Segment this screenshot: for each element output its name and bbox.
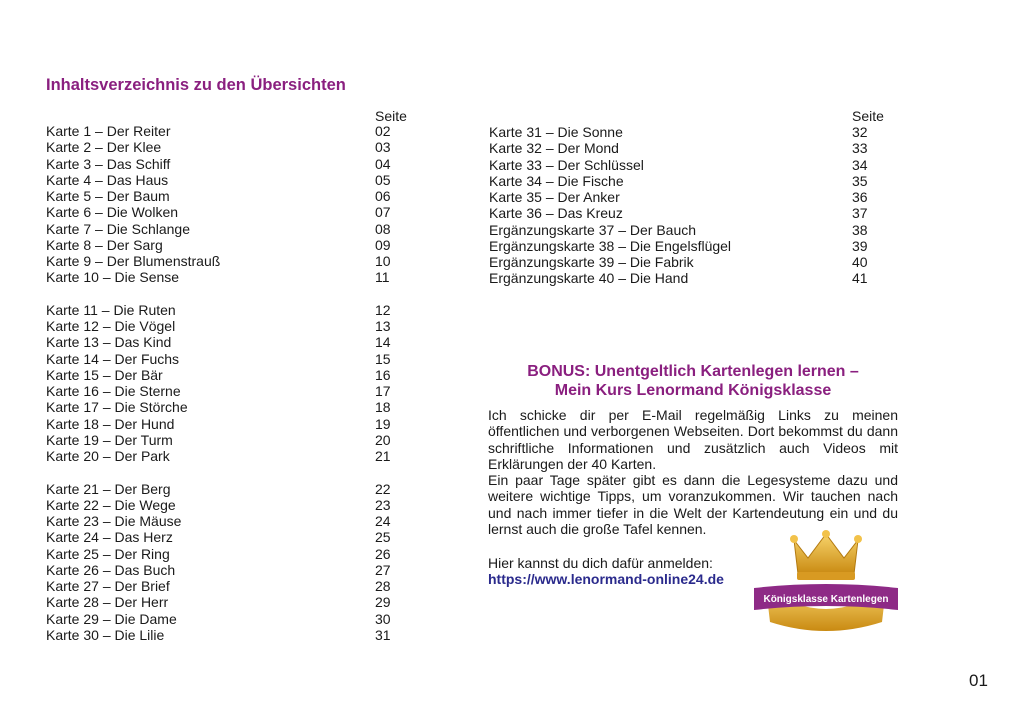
bonus-paragraph-2: Ein paar Tage später gibt es dann die Legesysteme dazu und weitere wichtige Tipps, um voranzukommen. Wir tauchen nach und nach immer tiefer in die Welt der Kartendeutung ein und du lernst auch die große Tafel kennen. bbox=[488, 472, 898, 538]
toc-entry-page: 30 bbox=[375, 610, 391, 627]
toc-entry bbox=[46, 594, 406, 610]
toc-entry-title: Karte 4 – Das Haus bbox=[46, 171, 169, 188]
toc-entry-title: Karte 30 – Die Lilie bbox=[46, 626, 165, 643]
toc-entry-title: Karte 10 – Die Sense bbox=[46, 269, 180, 286]
toc-entry bbox=[489, 270, 889, 286]
toc-entry bbox=[46, 172, 406, 188]
toc-entry-page: 35 bbox=[852, 172, 868, 189]
toc-entry-page: 37 bbox=[852, 205, 868, 222]
page-number: 01 bbox=[969, 671, 988, 690]
toc-entry-page: 24 bbox=[375, 513, 391, 529]
toc-entry-title: Karte 3 – Das Schiff bbox=[46, 155, 171, 172]
toc-entry-page: 23 bbox=[375, 496, 391, 513]
toc-entry-title: Karte 11 – Die Ruten bbox=[46, 301, 176, 318]
toc-entry-title: Karte 24 – Das Herz bbox=[46, 529, 173, 546]
page-column-header-right: Seite bbox=[852, 108, 884, 124]
toc-entry-page: 41 bbox=[852, 270, 868, 287]
toc-entry-title: Karte 17 – Die Störche bbox=[46, 399, 188, 416]
toc-entry-page: 27 bbox=[375, 561, 391, 578]
toc-entry-title: Karte 16 – Die Sterne bbox=[46, 383, 181, 399]
toc-entry-page: 17 bbox=[375, 383, 391, 399]
toc-entry bbox=[489, 189, 889, 205]
toc-entry bbox=[46, 237, 406, 253]
toc-entry-title: Karte 36 – Das Kreuz bbox=[489, 205, 623, 222]
toc-entry bbox=[46, 221, 406, 237]
toc-entry-title: Karte 32 – Der Mond bbox=[489, 140, 619, 157]
toc-entry-title: Karte 12 – Die Vögel bbox=[46, 318, 176, 334]
crown-icon bbox=[790, 530, 862, 580]
toc-entry-title: Ergänzungskarte 39 – Die Fabrik bbox=[489, 254, 694, 270]
toc-entry-page: 40 bbox=[852, 254, 868, 270]
toc-entry bbox=[46, 334, 406, 350]
toc-entry bbox=[46, 156, 406, 172]
toc-entry bbox=[46, 302, 406, 318]
toc-entry-title: Karte 8 – Der Sarg bbox=[46, 236, 163, 253]
toc-entry-page: 06 bbox=[375, 188, 391, 204]
toc-entry-title: Karte 7 – Die Schlange bbox=[46, 220, 190, 237]
group-spacer bbox=[46, 286, 406, 302]
toc-entry bbox=[46, 367, 406, 383]
toc-entry-title: Karte 15 – Der Bär bbox=[46, 366, 163, 383]
toc-entry-page: 28 bbox=[375, 578, 391, 594]
toc-entry-page: 08 bbox=[375, 220, 391, 237]
toc-entry-page: 39 bbox=[852, 237, 868, 254]
toc-entry-title: Karte 27 – Der Brief bbox=[46, 578, 170, 594]
toc-entry-title: Karte 25 – Der Ring bbox=[46, 545, 170, 562]
bonus-title-line2: Mein Kurs Lenormand Königsklasse bbox=[554, 382, 832, 399]
toc-entry-title: Karte 6 – Die Wolken bbox=[46, 204, 179, 221]
signup-link[interactable]: https://www.lenormand-online24.de bbox=[488, 571, 724, 588]
toc-entry-page: 16 bbox=[375, 366, 391, 383]
toc-entry-page: 04 bbox=[375, 155, 391, 172]
toc-left-column bbox=[46, 123, 406, 643]
toc-entry-page: 02 bbox=[375, 123, 391, 139]
toc-entry bbox=[46, 139, 406, 155]
toc-entry-title: Karte 20 – Der Park bbox=[46, 448, 170, 464]
toc-entry-title: Karte 29 – Die Dame bbox=[46, 610, 177, 627]
toc-entry-title: Karte 23 – Die Mäuse bbox=[46, 513, 182, 529]
toc-entry-title: Karte 33 – Der Schlüssel bbox=[489, 156, 644, 173]
toc-entry-page: 25 bbox=[375, 529, 391, 546]
toc-entry bbox=[46, 399, 406, 415]
toc-entry-page: 05 bbox=[375, 171, 391, 188]
toc-entry bbox=[489, 173, 889, 189]
toc-entry-page: 22 bbox=[375, 480, 391, 497]
toc-entry bbox=[489, 124, 889, 140]
toc-entry-title: Ergänzungskarte 37 – Der Bauch bbox=[489, 221, 697, 238]
toc-entry bbox=[489, 222, 889, 238]
bonus-title-line1: BONUS: Unentgeltlich Kartenlegen lernen – bbox=[527, 363, 859, 380]
toc-entry bbox=[46, 383, 406, 399]
signup-block bbox=[488, 555, 724, 588]
toc-entry bbox=[46, 188, 406, 204]
toc-entry-page: 07 bbox=[375, 204, 391, 221]
toc-entry-title: Karte 18 – Der Hund bbox=[46, 415, 175, 432]
toc-entry bbox=[489, 157, 889, 173]
badge-text: Königsklasse Kartenlegen bbox=[763, 594, 889, 605]
toc-entry-page: 33 bbox=[852, 140, 868, 157]
toc-entry-title: Ergänzungskarte 40 – Die Hand bbox=[489, 270, 689, 287]
koenigsklasse-badge-logo bbox=[752, 530, 900, 634]
toc-entry-title: Karte 19 – Der Turm bbox=[46, 431, 173, 448]
toc-entry-page: 03 bbox=[375, 139, 391, 156]
toc-entry bbox=[46, 269, 406, 285]
toc-entry bbox=[46, 416, 406, 432]
toc-entry-page: 12 bbox=[375, 301, 391, 318]
toc-entry bbox=[46, 351, 406, 367]
toc-entry-title: Karte 28 – Der Herr bbox=[46, 594, 169, 611]
toc-entry-page: 34 bbox=[852, 156, 868, 173]
toc-entry bbox=[46, 448, 406, 464]
toc-entry-page: 15 bbox=[375, 350, 391, 367]
toc-entry bbox=[46, 204, 406, 220]
toc-entry bbox=[489, 238, 889, 254]
toc-entry-title: Karte 1 – Der Reiter bbox=[46, 123, 171, 139]
toc-entry bbox=[46, 611, 406, 627]
toc-entry-title: Karte 35 – Der Anker bbox=[489, 189, 620, 205]
toc-entry-page: 09 bbox=[375, 236, 391, 253]
toc-entry bbox=[46, 253, 406, 269]
toc-entry bbox=[46, 481, 406, 497]
toc-entry-title: Karte 21 – Der Berg bbox=[46, 480, 171, 497]
toc-entry-page: 11 bbox=[375, 269, 390, 286]
toc-entry-page: 31 bbox=[375, 626, 391, 643]
toc-entry-page: 26 bbox=[375, 545, 391, 562]
toc-entry-page: 14 bbox=[375, 334, 391, 351]
toc-entry bbox=[46, 513, 406, 529]
bonus-heading bbox=[488, 362, 898, 400]
toc-entry bbox=[489, 205, 889, 221]
signup-text: Hier kannst du dich dafür anmelden: bbox=[488, 555, 713, 571]
toc-entry-title: Ergänzungskarte 38 – Die Engelsflügel bbox=[489, 237, 732, 254]
toc-entry bbox=[46, 578, 406, 594]
bonus-paragraph-1: Ich schicke dir per E-Mail regelmäßig Links zu meinen öffentlichen und verborgenen Webseiten. Dort bekommst du dann schriftliche Informationen und zusätzlich auch Videos mit Erklärungen der 40 Karten. bbox=[488, 407, 898, 472]
toc-entry-title: Karte 5 – Der Baum bbox=[46, 188, 170, 204]
toc-entry bbox=[489, 254, 889, 270]
toc-title: Inhaltsverzeichnis zu den Übersichten bbox=[46, 76, 346, 94]
toc-entry bbox=[46, 497, 406, 513]
group-spacer bbox=[46, 464, 406, 480]
toc-entry-page: 38 bbox=[852, 221, 868, 238]
toc-entry-title: Karte 34 – Die Fische bbox=[489, 172, 624, 189]
toc-entry bbox=[46, 529, 406, 545]
bonus-text bbox=[488, 407, 898, 537]
page-column-header-left: Seite bbox=[375, 108, 407, 124]
toc-entry-page: 10 bbox=[375, 253, 391, 269]
toc-entry bbox=[46, 432, 406, 448]
toc-right-column bbox=[489, 124, 889, 287]
toc-entry bbox=[46, 123, 406, 139]
toc-entry bbox=[46, 627, 406, 643]
toc-entry-page: 20 bbox=[375, 431, 391, 448]
toc-entry-page: 19 bbox=[375, 415, 391, 432]
toc-entry bbox=[46, 546, 406, 562]
toc-entry-page: 29 bbox=[375, 594, 391, 611]
toc-entry-title: Karte 31 – Die Sonne bbox=[489, 124, 623, 140]
toc-entry bbox=[489, 140, 889, 156]
toc-entry-title: Karte 2 – Der Klee bbox=[46, 139, 162, 156]
toc-entry-title: Karte 14 – Der Fuchs bbox=[46, 350, 180, 367]
toc-entry-page: 21 bbox=[375, 448, 391, 464]
toc-entry-page: 18 bbox=[375, 399, 391, 416]
toc-entry-title: Karte 9 – Der Blumenstrauß bbox=[46, 253, 221, 269]
toc-entry-page: 13 bbox=[375, 318, 391, 334]
toc-entry-page: 36 bbox=[852, 189, 868, 205]
toc-entry-title: Karte 22 – Die Wege bbox=[46, 496, 176, 513]
toc-entry bbox=[46, 562, 406, 578]
toc-entry-title: Karte 26 – Das Buch bbox=[46, 561, 176, 578]
toc-entry bbox=[46, 318, 406, 334]
toc-entry-page: 32 bbox=[852, 124, 868, 140]
toc-entry-title: Karte 13 – Das Kind bbox=[46, 334, 172, 351]
